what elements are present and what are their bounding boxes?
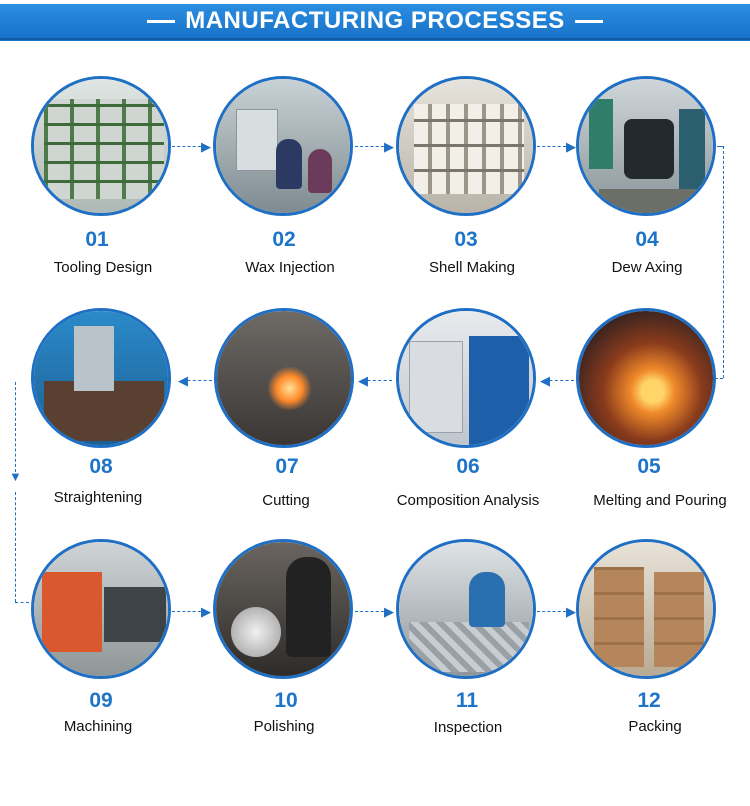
step-05-number: 05 (637, 455, 661, 478)
step-04-photo (576, 76, 716, 216)
step-06-photo (396, 308, 536, 448)
arrow-right-icon: ▶ (201, 604, 211, 619)
step-11-label: Inspection (433, 719, 503, 736)
step-01-number: 01 (85, 228, 109, 251)
step-05-label: Melting and Pouring (593, 492, 727, 509)
step-10-photo (213, 539, 353, 679)
step-12-label: Packing (628, 718, 682, 735)
connector-08-down (15, 382, 16, 472)
step-06-number: 06 (456, 455, 480, 478)
step-07-number: 07 (275, 455, 299, 478)
step-04-label: Dew Axing (611, 259, 683, 276)
step-10-label: Polishing (253, 718, 315, 735)
step-08-label: Straightening (53, 489, 143, 506)
arrow-left-icon: ◀ (358, 373, 368, 388)
step-03-number: 03 (454, 228, 478, 251)
step-03-label: Shell Making (429, 259, 515, 276)
page-title: MANUFACTURING PROCESSES (185, 7, 565, 34)
step-11-photo (396, 539, 536, 679)
step-06-label: Composition Analysis (396, 492, 540, 509)
banner-underline (0, 40, 750, 41)
step-08-photo (31, 308, 171, 448)
title-dash-left (147, 20, 175, 23)
step-02-number: 02 (272, 228, 296, 251)
step-07-photo (214, 308, 354, 448)
step-02-photo (213, 76, 353, 216)
arrow-right-icon: ▶ (384, 139, 394, 154)
title-dash-right (575, 20, 603, 23)
arrow-left-icon: ◀ (178, 373, 188, 388)
arrow-right-icon: ▶ (384, 604, 394, 619)
step-12-number: 12 (637, 689, 661, 712)
arrow-down-icon: ▼ (9, 469, 22, 484)
step-05-photo (576, 308, 716, 448)
arrow-right-icon: ▶ (201, 139, 211, 154)
step-07-label: Cutting (262, 492, 310, 509)
step-12-photo (576, 539, 716, 679)
connector-09-left (15, 602, 29, 603)
arrow-right-icon: ▶ (566, 139, 576, 154)
page-title-wrap (0, 4, 750, 38)
step-02-label: Wax Injection (245, 259, 335, 276)
step-08-number: 08 (89, 455, 113, 478)
step-04-number: 04 (635, 228, 659, 251)
step-11-number: 11 (455, 689, 479, 712)
step-09-photo (31, 539, 171, 679)
connector-05-right (715, 378, 723, 379)
arrow-right-icon: ▶ (566, 604, 576, 619)
connector-08-09-vertical (15, 492, 16, 602)
step-01-photo (31, 76, 171, 216)
step-09-label: Machining (63, 718, 133, 735)
step-09-number: 09 (89, 689, 113, 712)
arrow-left-icon: ◀ (540, 373, 550, 388)
step-10-number: 10 (274, 689, 298, 712)
step-01-label: Tooling Design (53, 259, 153, 276)
step-03-photo (396, 76, 536, 216)
header-banner (0, 0, 750, 44)
